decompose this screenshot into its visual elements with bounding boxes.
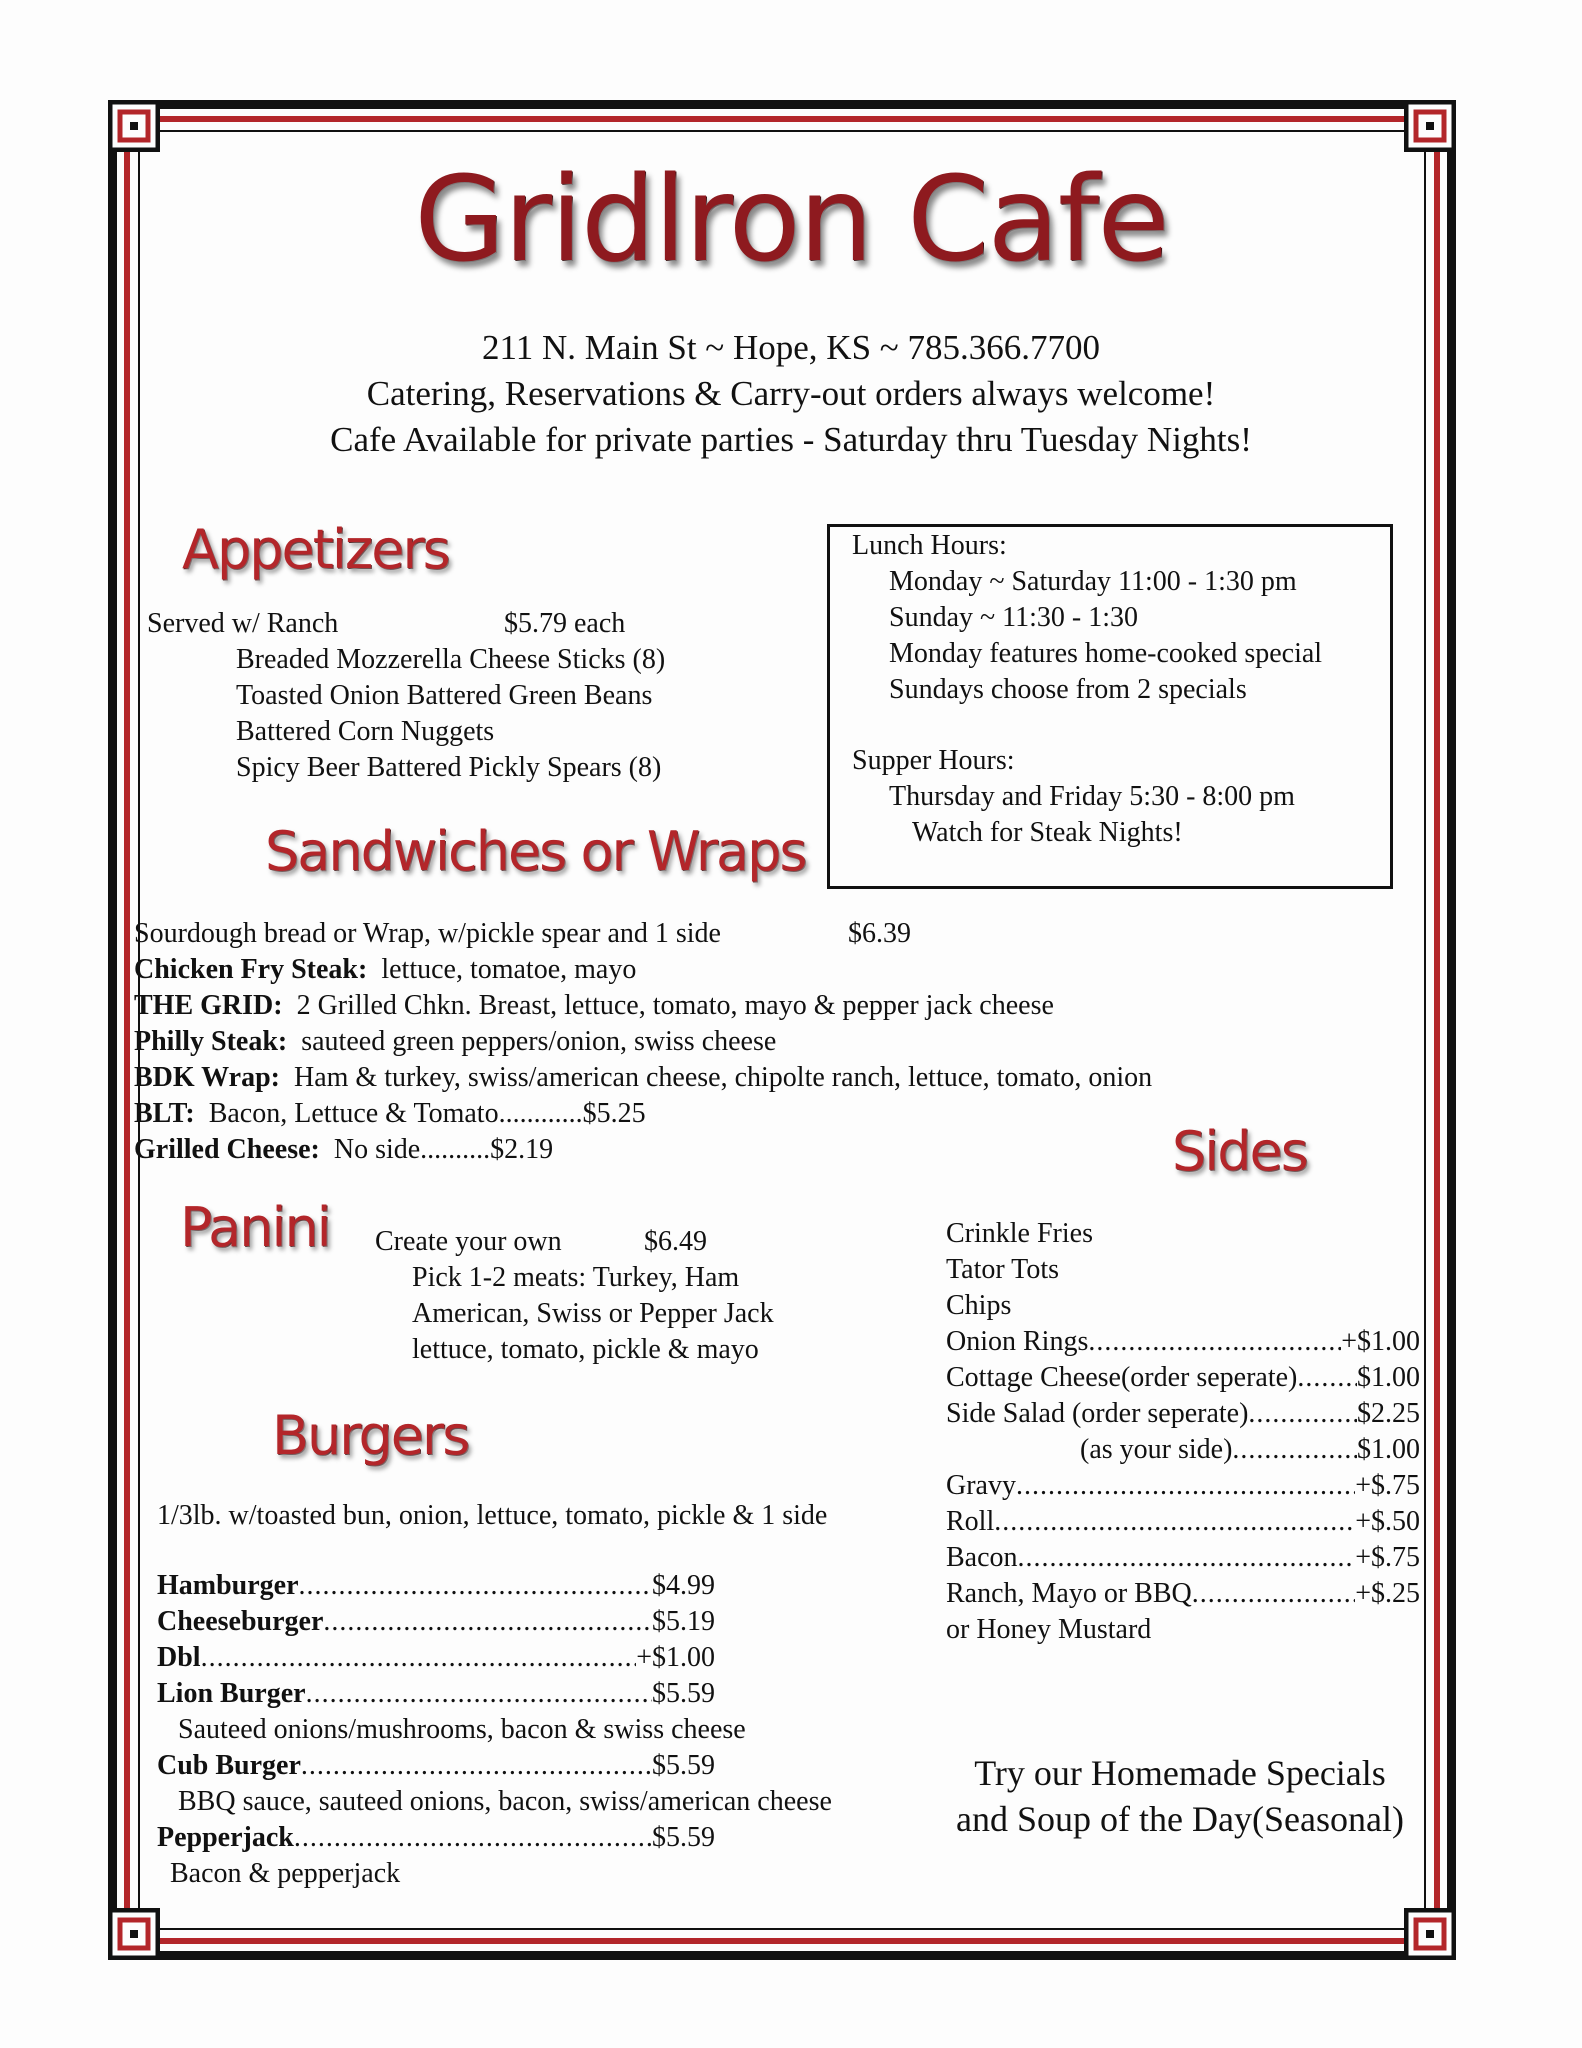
sandwich-desc: No side..........$2.19 [333,1134,554,1165]
private-parties-line: Cafe Available for private parties - Saturday thru Tuesday Nights! [330,420,1252,459]
steak-nights-note: Watch for Steak Nights! [912,817,1183,848]
burgers-intro: 1/3lb. w/toasted bun, onion, lettuce, tomato, pickle & 1 side [157,1500,828,1531]
sandwich-item [134,954,636,986]
burger-desc: BBQ sauce, sauteed onions, bacon, swiss/american cheese [178,1786,832,1817]
side-priced-row [946,1326,1420,1358]
side-item: Chips [946,1290,1012,1321]
leader-dots [1232,1434,1357,1466]
sandwich-desc: 2 Grilled Chkn. Breast, lettuce, tomato, mayo & pepper jack cheese [296,990,1054,1021]
appetizer-item: Breaded Mozzerella Cheese Sticks (8) [236,644,666,675]
burger-row [157,1642,715,1674]
sandwich-name: BLT: [134,1098,195,1129]
sandwich-item [134,990,1054,1022]
burger-price: $5.59 [652,1750,715,1781]
catering-line: Catering, Reservations & Carry-out orders always welcome! [366,374,1216,413]
panini-price: $6.49 [644,1226,707,1257]
specials-line: and Soup of the Day(Seasonal) [956,1799,1404,1839]
side-name: Ranch, Mayo or BBQ [946,1578,1192,1609]
burger-price: +$1.00 [636,1642,715,1673]
address-line: 211 N. Main St ~ Hope, KS ~ 785.366.7700 [482,328,1100,367]
side-name: (as your side) [1080,1434,1233,1465]
appetizers-price: $5.79 each [504,608,626,639]
side-price: $2.25 [1357,1398,1420,1429]
side-price: +$1.00 [1341,1326,1420,1357]
corner-ornament-top-right [1404,100,1456,152]
lunch-hours-title: Lunch Hours: [852,530,1007,561]
side-priced-row [1080,1434,1420,1466]
leader-dots [299,1570,652,1602]
side-price: $1.00 [1357,1434,1420,1465]
side-name: Cottage Cheese(order seperate) [946,1362,1298,1393]
side-name: Bacon [946,1542,1018,1573]
cafe-title: Gridlron Cafe [414,150,1168,288]
burger-name: Dbl [157,1642,201,1673]
burger-row [157,1606,715,1638]
sandwich-item [134,1026,776,1058]
burger-name: Pepperjack [157,1822,294,1853]
panini-heading: Panini [180,1196,330,1259]
leader-dots [301,1750,652,1782]
leader-dots [1016,1470,1355,1502]
sandwich-desc: Bacon, Lettuce & Tomato............$5.25 [208,1098,646,1129]
burger-row [157,1750,715,1782]
side-priced-row [946,1542,1420,1574]
burger-row [157,1570,715,1602]
side-name: Onion Rings [946,1326,1089,1357]
specials-line: Try our Homemade Specials [974,1753,1386,1793]
side-price: +$.25 [1355,1578,1420,1609]
lunch-hours-line: Sundays choose from 2 specials [889,674,1247,705]
sides-heading: Sides [1172,1120,1307,1183]
side-item: or Honey Mustard [946,1614,1152,1645]
sandwich-name: BDK Wrap: [134,1062,280,1093]
appetizer-item: Spicy Beer Battered Pickly Spears (8) [236,752,662,783]
leader-dots [1018,1542,1356,1574]
burger-price: $5.59 [652,1822,715,1853]
burger-row [157,1822,715,1854]
appetizers-heading: Appetizers [182,518,449,581]
burger-name: Cub Burger [157,1750,301,1781]
burger-name: Lion Burger [157,1678,306,1709]
side-priced-row [946,1470,1420,1502]
burger-price: $5.19 [652,1606,715,1637]
sandwich-desc: sauteed green peppers/onion, swiss cheese [301,1026,777,1057]
burgers-heading: Burgers [272,1404,469,1467]
sandwich-name: Philly Steak: [134,1026,288,1057]
leader-dots [1192,1578,1355,1610]
supper-hours-line: Thursday and Friday 5:30 - 8:00 pm [889,781,1295,812]
side-name: Gravy [946,1470,1016,1501]
sandwiches-price: $6.39 [848,918,911,949]
side-price: +$.75 [1355,1542,1420,1573]
burger-name: Cheeseburger [157,1606,324,1637]
corner-ornament-top-left [108,100,160,152]
lunch-hours-line: Sunday ~ 11:30 - 1:30 [889,602,1138,633]
leader-dots [306,1678,652,1710]
leader-dots [1088,1326,1341,1358]
panini-line: Create your own [375,1226,562,1257]
burger-desc: Sauteed onions/mushrooms, bacon & swiss cheese [178,1714,746,1745]
side-priced-row [946,1398,1420,1430]
panini-line: lettuce, tomato, pickle & mayo [412,1334,759,1365]
leader-dots [1297,1362,1357,1394]
sandwich-item [134,1098,646,1130]
side-item: Crinkle Fries [946,1218,1093,1249]
appetizer-item: Toasted Onion Battered Green Beans [236,680,653,711]
sandwich-item [134,1134,553,1166]
leader-dots [994,1506,1355,1538]
burger-desc: Bacon & pepperjack [170,1858,401,1889]
lunch-hours-line: Monday ~ Saturday 11:00 - 1:30 pm [889,566,1297,597]
side-price: $1.00 [1357,1362,1420,1393]
side-priced-row [946,1362,1420,1394]
appetizer-item: Battered Corn Nuggets [236,716,495,747]
sandwich-item [134,1062,1152,1094]
burger-row [157,1678,715,1710]
sandwich-name: Grilled Cheese: [134,1134,320,1165]
side-priced-row [946,1506,1420,1538]
sandwiches-intro: Sourdough bread or Wrap, w/pickle spear and 1 side [134,918,721,949]
burger-name: Hamburger [157,1570,299,1601]
side-name: Side Salad (order seperate) [946,1398,1249,1429]
burger-price: $5.59 [652,1678,715,1709]
panini-line: Pick 1-2 meats: Turkey, Ham [412,1262,740,1293]
leader-dots [1248,1398,1357,1430]
corner-ornament-bottom-right [1404,1908,1456,1960]
leader-dots [294,1822,652,1854]
side-priced-row [946,1578,1420,1610]
appetizers-served: Served w/ Ranch [147,608,339,639]
corner-ornament-bottom-left [108,1908,160,1960]
panini-line: American, Swiss or Pepper Jack [412,1298,774,1329]
leader-dots [323,1606,652,1638]
side-price: +$.50 [1355,1506,1420,1537]
leader-dots [201,1642,637,1674]
lunch-hours-line: Monday features home-cooked special [889,638,1323,669]
burger-price: $4.99 [652,1570,715,1601]
sandwich-desc: Ham & turkey, swiss/american cheese, chipolte ranch, lettuce, tomato, onion [294,1062,1153,1093]
sandwich-name: Chicken Fry Steak: [134,954,368,985]
sandwich-name: THE GRID: [134,990,283,1021]
sandwiches-heading: Sandwiches or Wraps [265,820,806,883]
side-name: Roll [946,1506,995,1537]
side-item: Tator Tots [946,1254,1059,1285]
side-price: +$.75 [1355,1470,1420,1501]
supper-hours-title: Supper Hours: [852,745,1015,776]
sandwich-desc: lettuce, tomatoe, mayo [381,954,637,985]
